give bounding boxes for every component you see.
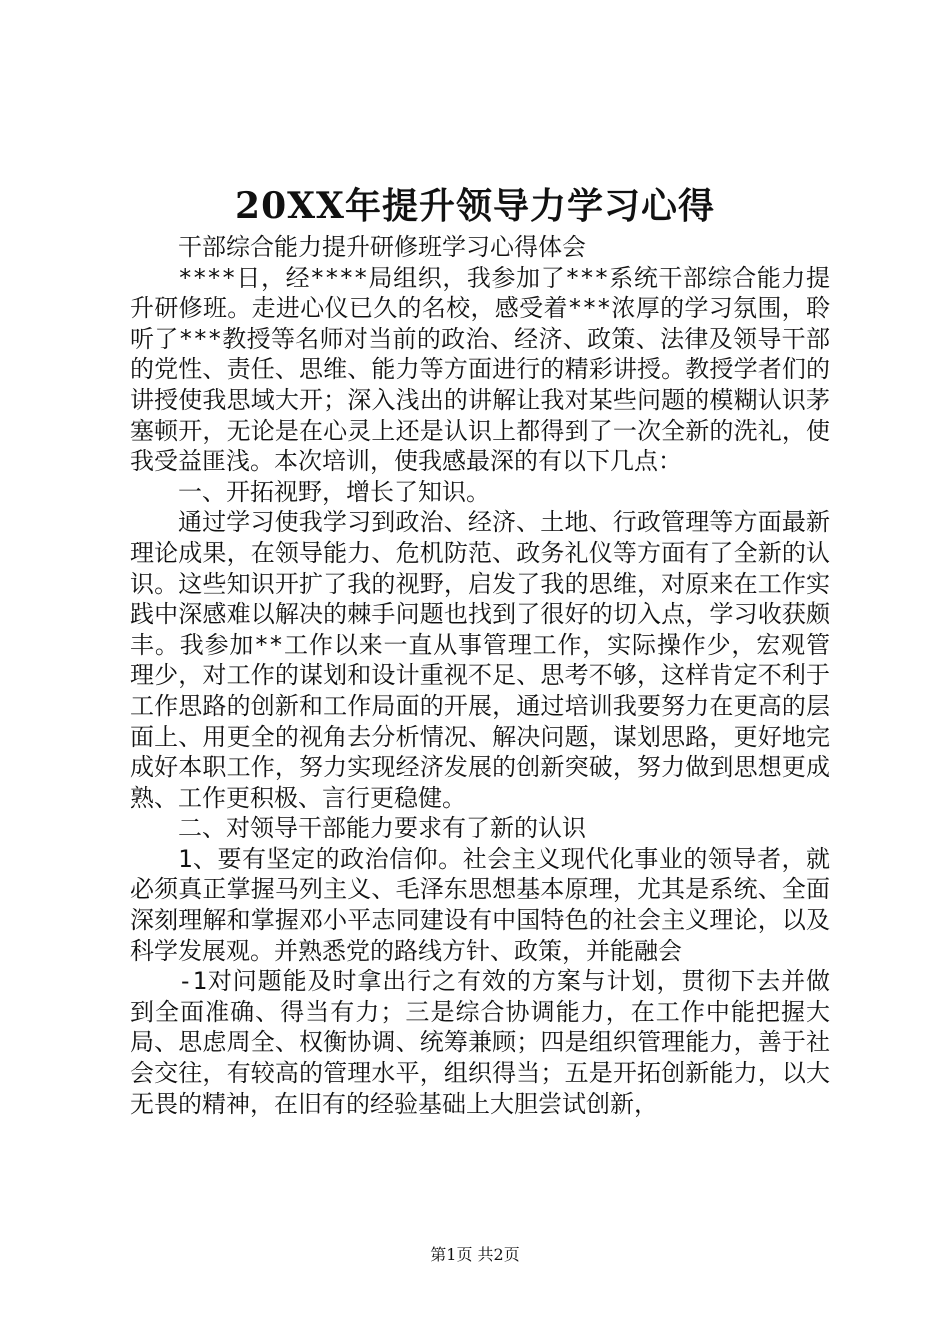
document-title: 20XX年提升领导力学习心得 [235, 185, 715, 227]
paragraph-continuation: -1对问题能及时拿出行之有效的方案与计划，贯彻下去并做到全面准确、得当有力；三是综合协调能力，在工作中能把握大局、思虑周全、权衡协调、统筹兼顾；四是组织管理能力，善于社会交往，有较高的管理水平，组织得当；五是开拓创新能力，以大无畏的精神，在旧有的经验基础上大胆尝试创新， [130, 967, 830, 1118]
section-heading-2: 二、对领导干部能力要求有了新的认识 [178, 814, 586, 843]
paragraph-section-2-item-1: 1、要有坚定的政治信仰。社会主义现代化事业的领导者，就必须真正掌握马列主义、毛泽东思想基本原理，尤其是系统、全面深刻理解和掌握邓小平志同建设有中国特色的社会主义理论，以及科学发展观。并熟悉党的路线方针、政策，并能融会 [130, 844, 830, 965]
paragraph-intro: ****日，经****局组织，我参加了***系统干部综合能力提升研修班。走进心仪已久的名校，感受着***浓厚的学习氛围，聆听了***教授等名师对当前的政治、经济、政策、法律及领导干部的党性、责任、思维、能力等方面进行的精彩讲授。教授学者们的讲授使我思域大开；深入浅出的讲解让我对某些问题的模糊认识茅塞顿开，无论是在心灵上还是认识上都得到了一次全新的洗礼，使我受益匪浅。本次培训，使我感最深的有以下几点： [130, 263, 830, 476]
page-footer: 第1页 共2页 [430, 1245, 520, 1264]
paragraph-section-1: 通过学习使我学习到政治、经济、土地、行政管理等方面最新理论成果，在领导能力、危机防范、政务礼仪等方面有了全新的认识。这些知识开扩了我的视野，启发了我的思维，对原来在工作实践中深感难以解决的棘手问题也找到了很好的切入点，学习收获颇丰。我参加**工作以来一直从事管理工作，实际操作少，宏观管理少，对工作的谋划和设计重视不足、思考不够，这样肯定不利于工作思路的创新和工作局面的开展，通过培训我要努力在更高的层面上、用更全的视角去分析情况、解决问题，谋划思路，更好地完成好本职工作，努力实现经济发展的创新突破，努力做到思想更成熟、工作更积极、言行更稳健。 [130, 508, 830, 812]
document-body [130, 232, 830, 1119]
paragraph-subtitle: 干部综合能力提升研修班学习心得体会 [178, 233, 586, 261]
section-heading-1: 一、开拓视野，增长了知识。 [178, 477, 490, 506]
